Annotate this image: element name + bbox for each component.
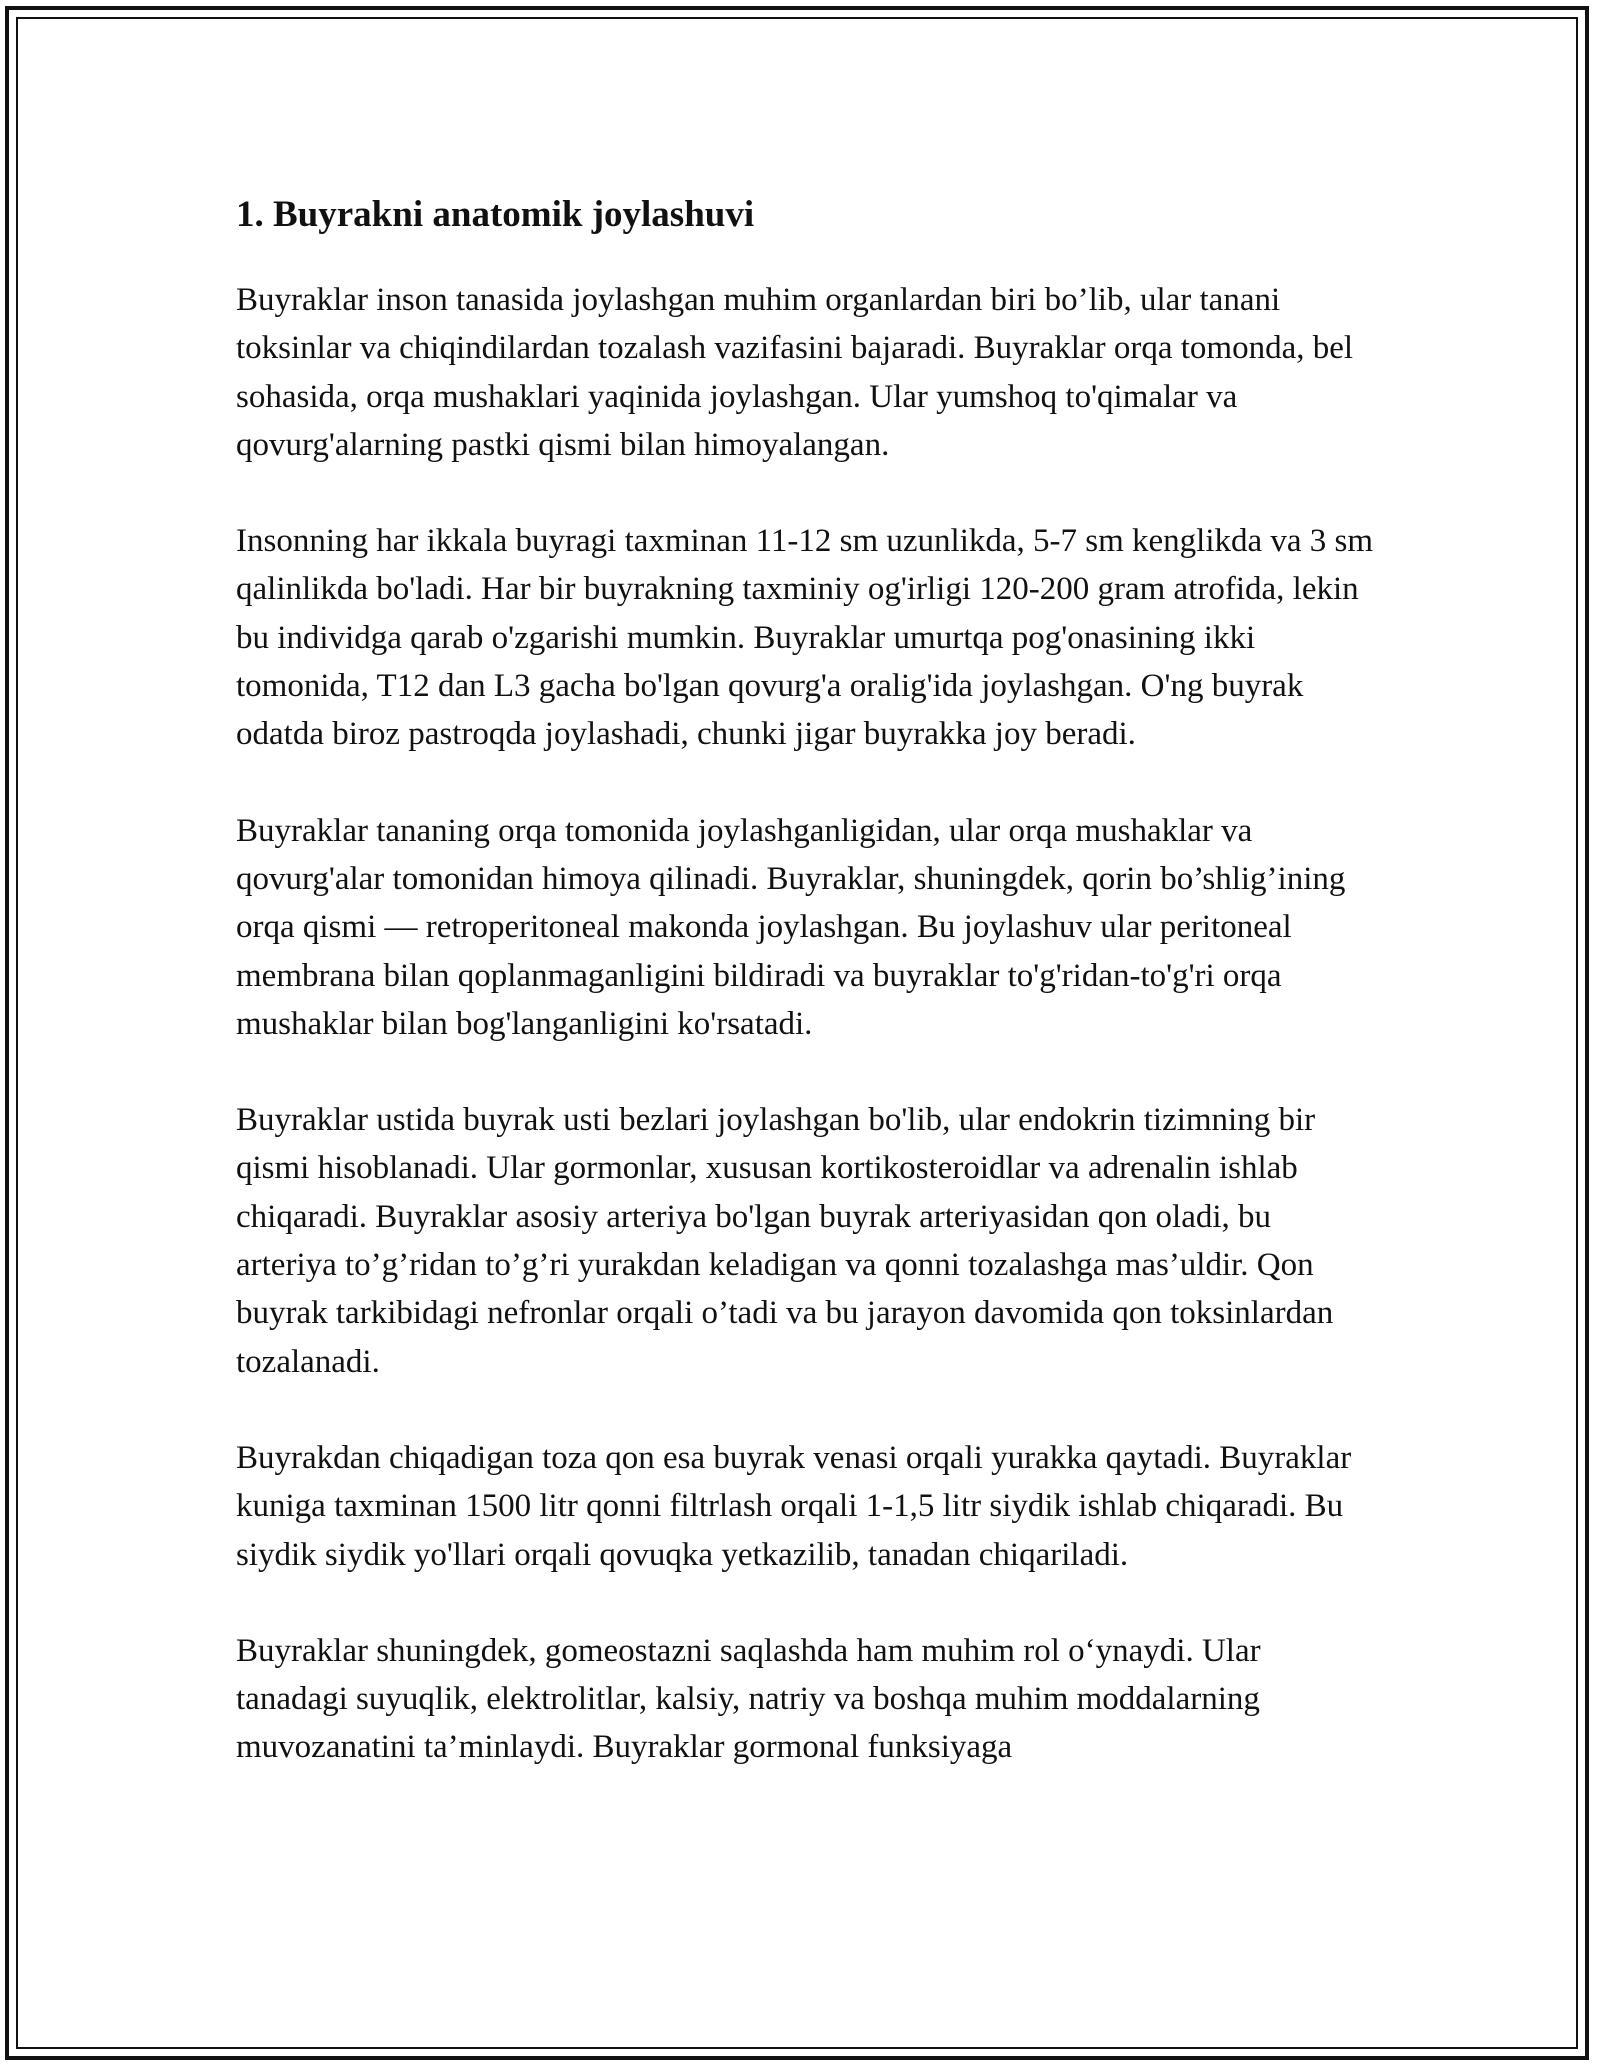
document-body: [236, 186, 1376, 1772]
paragraph-3: Buyraklar tananing orqa tomonida joylashganligidan, ular orqa mushaklar va qovurg'alar tomonidan himoya qilinadi. Buyraklar, shuningdek, qorin bo’shlig’ining orqa qismi — retroperitoneal makonda joylashgan. Bu joylashuv ular peritoneal membrana bilan qoplanmaganligini bildiradi va buyraklar to'g'ridan-to'g'ri orqa mushaklar bilan bog'langanligini ko'rsatadi.: [236, 812, 1346, 1042]
paragraph-5: Buyrakdan chiqadigan toza qon esa buyrak venasi orqali yurakka qaytadi. Buyraklar kuniga taxminan 1500 litr qonni filtrlash orqali 1-1,5 litr siydik ishlab chiqaradi. Bu siydik siydik yo'llari orqali qovuqka yetkazilib, tanadan chiqariladi.: [236, 1439, 1352, 1573]
paragraph-4: Buyraklar ustida buyrak usti bezlari joylashgan bo'lib, ular endokrin tizimning bir qismi hisoblanadi. Ular gormonlar, xususan kortikosteroidlar va adrenalin ishlab chiqaradi. Buyraklar asosiy arteriya bo'lgan buyrak arteriyasidan qon oladi, bu arteriya to’g’ridan to’g’ri yurakdan keladigan va qonni tozalashga mas’uldir. Qon buyrak tarkibidagi nefronlar orqali o’tadi va bu jarayon davomida qon toksinlardan tozalanadi.: [236, 1102, 1334, 1380]
paragraph-6: Buyraklar shuningdek, gomeostazni saqlashda ham muhim rol o‘ynaydi. Ular tanadagi suyuqlik, elektrolitlar, kalsiy, natriy va boshqa muhim moddalarning muvozanatini ta’minlaydi. Buyraklar gormonal funksiyaga: [236, 1632, 1261, 1766]
section-heading: 1. Buyrakni anatomik joylashuvi: [236, 194, 755, 235]
paragraph-1: Buyraklar inson tanasida joylashgan muhim organlardan biri bo’lib, ular tanani toksinlar va chiqindilardan tozalash vazifasini bajaradi. Buyraklar orqa tomonda, bel sohasida, orqa mushaklari yaqinida joylashgan. Ular yumshoq to'qimalar va qovurg'alarning pastki qismi bilan himoyalangan.: [236, 282, 1354, 463]
paragraph-2: Insonning har ikkala buyragi taxminan 11-12 sm uzunlikda, 5-7 sm kenglikda va 3 sm qalinlikda bo'ladi. Har bir buyrakning taxminiy og'irligi 120-200 gram atrofida, lekin bu individga qarab o'zgarishi mumkin. Buyraklar umurtqa pog'onasining ikki tomonida, T12 dan L3 gacha bo'lgan qovurg'a oralig'ida joylashgan. O'ng buyrak odatda biroz pastroqda joylashadi, chunki jigar buyrakka joy beradi.: [236, 523, 1374, 753]
